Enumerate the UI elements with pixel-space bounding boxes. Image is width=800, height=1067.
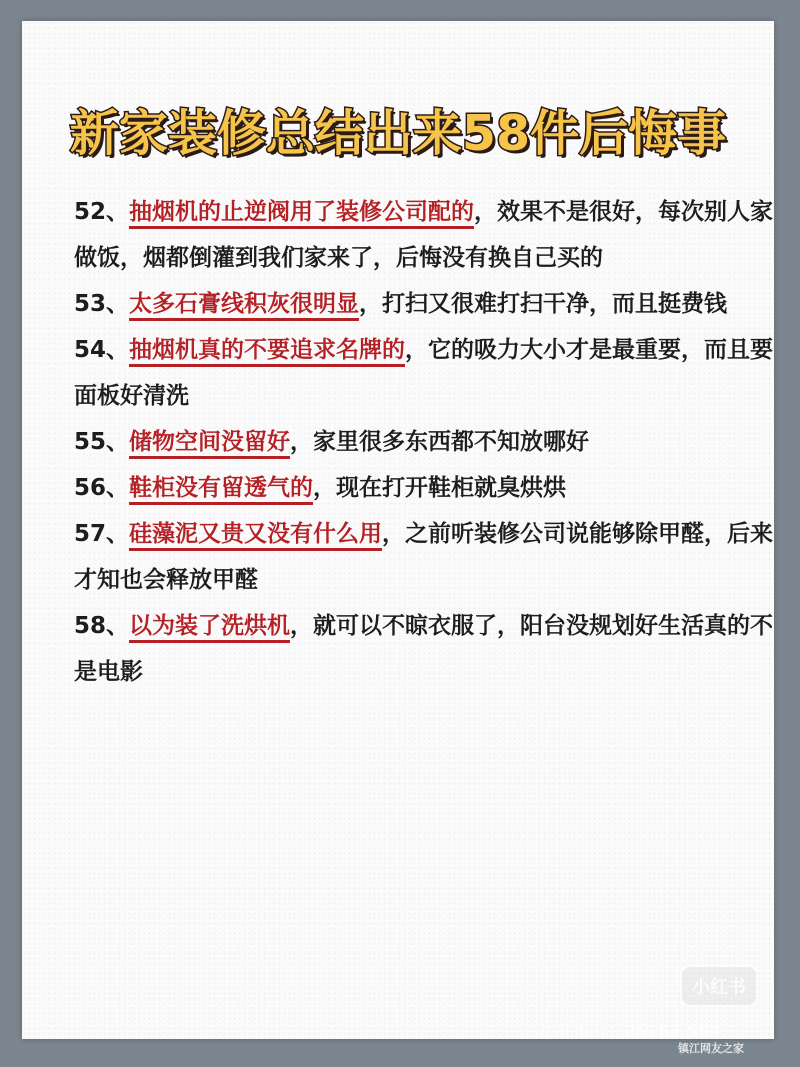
item-text: ，效果不是很好，每次别人家做饭，烟都倒灌到我们家来了，后悔没有换自己买的 [74, 199, 774, 271]
list-item [74, 419, 774, 465]
item-text: ，家里很多东西都不知放哪好 [290, 429, 590, 455]
site-watermark: 镇江网友之家 [678, 1042, 744, 1055]
item-number: 57、 [74, 521, 130, 547]
item-number: 54、 [74, 337, 130, 363]
page-title: 新家装修总结出来58件后悔事 [69, 105, 727, 162]
item-highlight: 鞋柜没有留透气的 [129, 475, 313, 505]
item-number: 53、 [74, 291, 130, 317]
item-highlight: 以为装了洗烘机 [129, 613, 290, 643]
list-item [74, 603, 774, 695]
paper-card [22, 21, 774, 1039]
item-highlight: 抽烟机的止逆阀用了装修公司配的 [129, 199, 474, 229]
item-highlight: 抽烟机真的不要追求名牌的 [129, 337, 405, 367]
item-text: ，就可以不晾衣服了，阳台没规划好生活真的不是电影 [74, 613, 774, 685]
list-item [74, 281, 774, 327]
item-text: ，之前听装修公司说能够除甲醛，后来才知也会释放甲醛 [74, 521, 774, 593]
item-text: ，它的吸力大小才是最重要，而且要面板好清洗 [74, 337, 774, 409]
item-number: 56、 [74, 475, 130, 501]
account-id-watermark: 小红书号：26183 584 [540, 1021, 721, 1040]
item-highlight: 储物空间没留好 [129, 429, 290, 459]
list-item [74, 189, 774, 281]
xiaohongshu-logo-watermark: 小红书 [680, 965, 758, 1007]
item-number: 52、 [74, 199, 130, 225]
list-item [74, 465, 774, 511]
list-item [74, 327, 774, 419]
item-highlight: 太多石膏线积灰很明显 [129, 291, 359, 321]
item-highlight: 硅藻泥又贵又没有什么用 [129, 521, 382, 551]
tips-list [74, 189, 774, 695]
item-text: ，现在打开鞋柜就臭烘烘 [313, 475, 567, 501]
item-number: 55、 [74, 429, 130, 455]
item-text: ，打扫又很难打扫干净，而且挺费钱 [359, 291, 728, 317]
list-item [74, 511, 774, 603]
item-number: 58、 [74, 613, 130, 639]
